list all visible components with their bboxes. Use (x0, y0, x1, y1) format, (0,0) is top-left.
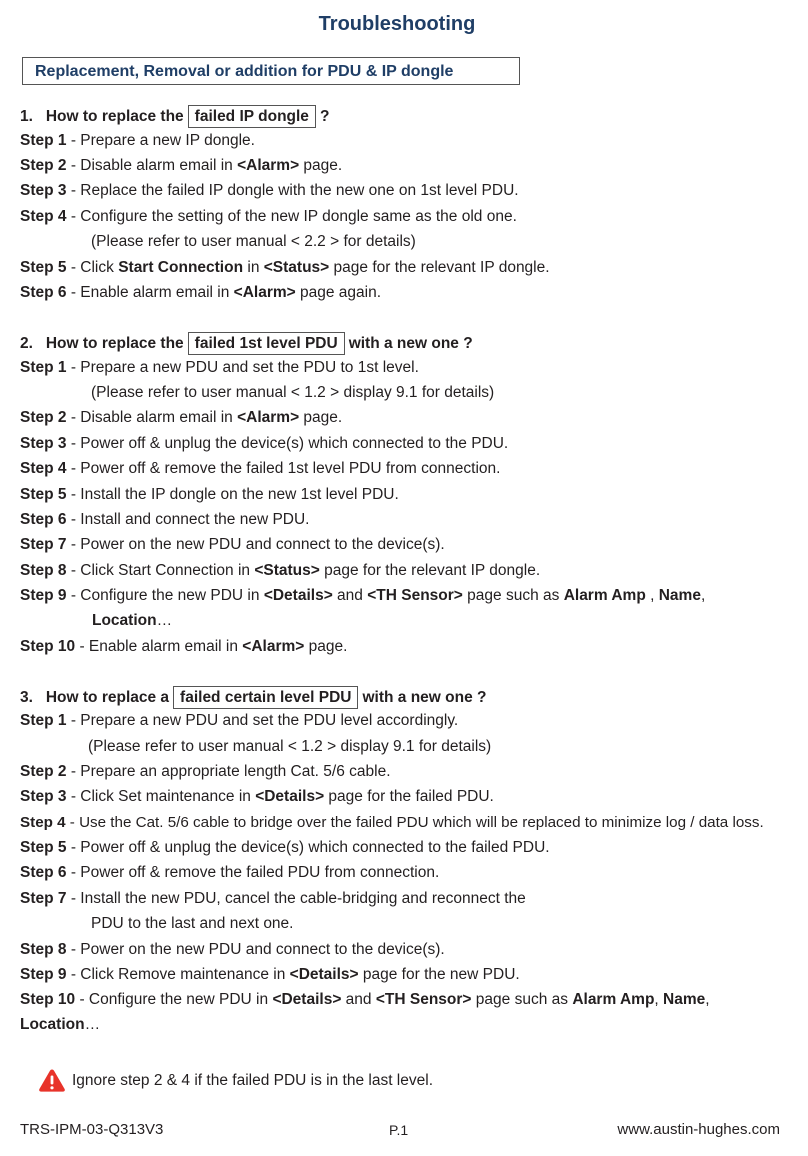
warning-triangle-icon (38, 1068, 66, 1093)
step-label: Step 3 (20, 788, 67, 805)
step-label: Step 7 (20, 890, 67, 907)
step-line: Step 4 - Use the Cat. 5/6 cable to bridge over the failed PDU which will be replaced to minimize log / data loss. (20, 814, 764, 831)
page-reference: <Alarm> (237, 409, 300, 426)
page-reference: <Alarm> (237, 157, 300, 174)
step-continuation: PDU to the last and next one. (91, 915, 294, 932)
step-line: Step 2 - Prepare an appropriate length Cat. 5/6 cable. (20, 763, 391, 780)
page-reference: <Details> (255, 788, 325, 805)
question-text: How to replace the (45, 108, 184, 125)
question-3 (20, 686, 487, 709)
step-line: Step 1 - Prepare a new IP dongle. (20, 132, 255, 149)
step-label: Step 3 (20, 435, 67, 452)
step-label: Step 2 (20, 409, 67, 426)
document-code: TRS-IPM-03-Q313V3 (20, 1121, 164, 1138)
step-label: Step 9 (20, 966, 67, 983)
step-label: Step 6 (20, 511, 67, 528)
step-line: Step 3 - Replace the failed IP dongle with the new one on 1st level PDU. (20, 182, 519, 199)
step-line: Step 1 - Prepare a new PDU and set the PDU level accordingly. (20, 712, 459, 729)
step-label: Step 8 (20, 562, 67, 579)
page-reference: <Status> (263, 259, 330, 276)
step-label: Step 7 (20, 536, 67, 553)
question-2 (20, 332, 473, 355)
page-number: P.1 (389, 1122, 409, 1138)
step-line: Step 3 - Click Set maintenance in <Details> page for the failed PDU. (20, 788, 494, 805)
section-heading: Replacement, Removal or addition for PDU & IP dongle (22, 57, 520, 85)
step-line: Step 10 - Enable alarm email in <Alarm> page. (20, 638, 348, 655)
question-suffix: with a new one ? (362, 689, 487, 706)
step-label: Step 5 (20, 259, 67, 276)
question-highlight: failed 1st level PDU (188, 332, 345, 355)
step-label: Step 4 (20, 460, 67, 477)
question-1 (20, 105, 329, 128)
step-text: Replace the failed IP dongle with the new one on 1st level PDU. (80, 182, 519, 199)
page-title: Troubleshooting (318, 13, 476, 35)
page-reference: <Details> (289, 966, 359, 983)
step-line: Step 2 - Disable alarm email in <Alarm> page. (20, 409, 343, 426)
step-text: Configure the setting of the new IP dongle same as the old one. (80, 208, 517, 225)
step-label: Step 2 (20, 763, 67, 780)
question-suffix: with a new one ? (348, 335, 473, 352)
step-line: Step 4 - Power off & remove the failed 1st level PDU from connection. (20, 460, 501, 477)
step-line: Step 5 - Click Start Connection in <Status> page for the relevant IP dongle. (20, 259, 550, 276)
step-line: Step 5 - Power off & unplug the device(s) which connected to the failed PDU. (20, 839, 550, 856)
step-line: Step 8 - Click Start Connection in <Status> page for the relevant IP dongle. (20, 562, 541, 579)
step-line: Step 7 - Install the new PDU, cancel the cable-bridging and reconnect the (20, 890, 526, 907)
step-label: Step 3 (20, 182, 67, 199)
page-reference: <Status> (254, 562, 320, 579)
step-note: (Please refer to user manual < 2.2 > for details) (91, 233, 416, 250)
website-url: www.austin-hughes.com (617, 1121, 780, 1138)
step-line: Step 8 - Power on the new PDU and connect to the device(s). (20, 941, 445, 958)
step-label: Step 6 (20, 864, 67, 881)
step-label: Step 9 (20, 587, 67, 604)
step-label: Step 10 (20, 991, 76, 1008)
question-number: 1. (20, 108, 33, 125)
step-line: Step 6 - Enable alarm email in <Alarm> page again. (20, 284, 382, 301)
step-line: Step 5 - Install the IP dongle on the new 1st level PDU. (20, 486, 399, 503)
warning-text: Ignore step 2 & 4 if the failed PDU is in the last level. (72, 1071, 433, 1089)
page-reference: <Alarm> (242, 638, 305, 655)
step-line: Step 4 - Configure the setting of the new IP dongle same as the old one. (20, 208, 517, 225)
step-label: Step 5 (20, 839, 67, 856)
step-line: Step 2 - Disable alarm email in <Alarm> page. (20, 157, 343, 174)
step-line: Step 6 - Power off & remove the failed PDU from connection. (20, 864, 440, 881)
question-number: 3. (20, 689, 33, 706)
step-label: Step 1 (20, 712, 67, 729)
question-highlight: failed certain level PDU (173, 686, 358, 709)
step-line: Step 7 - Power on the new PDU and connect to the device(s). (20, 536, 445, 553)
warning-note (38, 1068, 433, 1093)
question-text: How to replace a (45, 689, 170, 706)
question-text: How to replace the (45, 335, 184, 352)
step-line: Step 3 - Power off & unplug the device(s) which connected to the PDU. (20, 435, 509, 452)
step-label: Step 1 (20, 132, 67, 149)
step-line: Step 9 - Configure the new PDU in <Details> and <TH Sensor> page such as Alarm Amp , Name, (20, 587, 706, 604)
step-note: (Please refer to user manual < 1.2 > display 9.1 for details) (91, 384, 495, 401)
step-line: Step 1 - Prepare a new PDU and set the PDU to 1st level. (20, 359, 419, 376)
step-line: Step 9 - Click Remove maintenance in <Details> page for the new PDU. (20, 966, 520, 983)
question-highlight: failed IP dongle (188, 105, 316, 128)
step-label: Step 4 (20, 814, 66, 831)
step-line: Step 10 - Configure the new PDU in <Details> and <TH Sensor> page such as Alarm Amp, Name, (20, 991, 710, 1008)
step-label: Step 4 (20, 208, 67, 225)
question-suffix: ? (319, 108, 330, 125)
step-continuation: Location… (20, 1016, 101, 1033)
question-number: 2. (20, 335, 33, 352)
step-label: Step 6 (20, 284, 67, 301)
page-reference: <Alarm> (233, 284, 296, 301)
step-note: (Please refer to user manual < 1.2 > display 9.1 for details) (88, 738, 492, 755)
step-label: Step 8 (20, 941, 67, 958)
step-label: Step 2 (20, 157, 67, 174)
step-label: Step 5 (20, 486, 67, 503)
step-label: Step 1 (20, 359, 67, 376)
step-label: Step 10 (20, 638, 76, 655)
step-text: Prepare a new IP dongle. (80, 132, 255, 149)
step-line: Step 6 - Install and connect the new PDU. (20, 511, 310, 528)
step-text: Disable alarm email in (80, 157, 238, 174)
step-continuation: Location… (92, 612, 173, 629)
